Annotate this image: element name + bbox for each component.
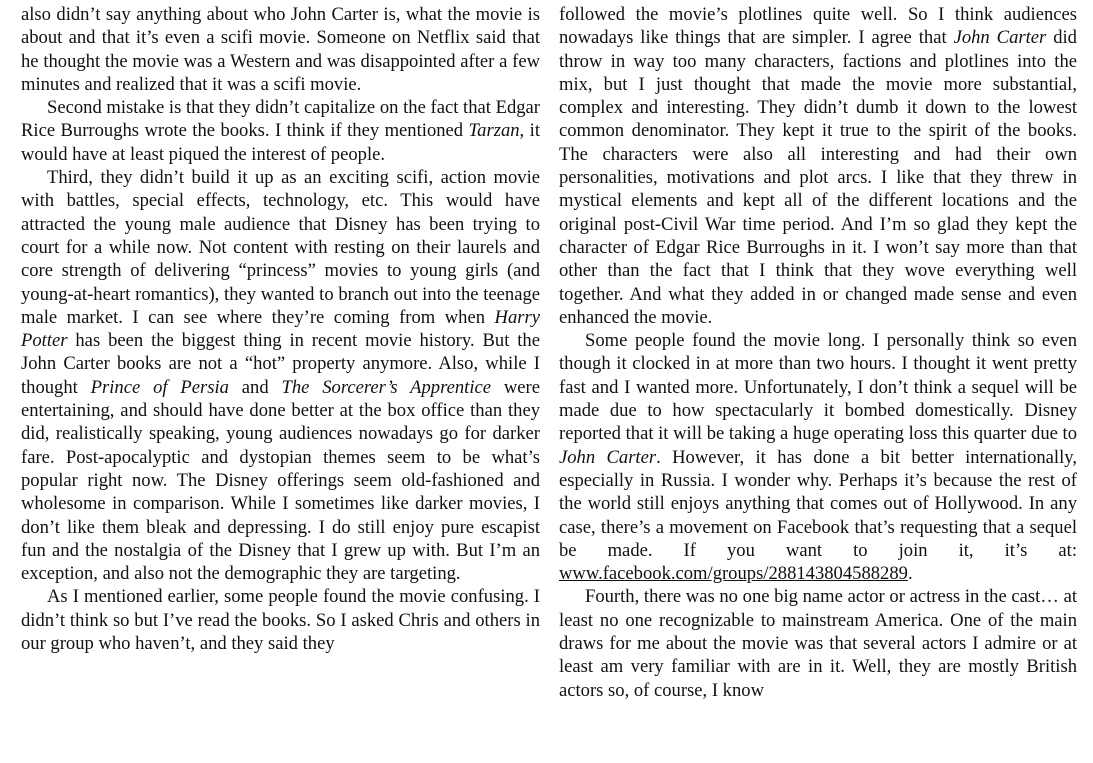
paragraph <box>559 585 1077 701</box>
paragraph-text: . However, it has done a bit better internationally, especially in Russia. I wonder why. Perhaps it’s because the rest of the world still enjoys anything that comes out of Hollywood. In any case, there’s a movement on Facebook that’s requesting that a sequel be made. If you want to join it, it’s at: <box>559 446 1077 561</box>
paragraph-text: . <box>907 563 913 585</box>
paragraph-text: also didn’t say anything about who John Carter is, what the movie is about and that it’s even a scifi movie. Someone on Netflix said that he thought the movie was a Western and was disappointed after a few minutes and realized that it was a scifi movie. <box>21 4 540 95</box>
paragraph-text: As I mentioned earlier, some people found the movie confusing. I didn’t think so but I’ve read the books. So I asked Chris and others in our group who haven’t, and they said they <box>21 586 540 655</box>
paragraph-text: Some people found the movie long. I personally think so even though it clocked in at more than two hours. I thought it went pretty fast and I wanted more. Unfortunately, I don’t think a sequel will be made due to how spectacularly it bombed domestically. Disney reported that it will be taking a huge operating loss this quarter due to <box>559 330 1077 445</box>
paragraph <box>21 166 540 585</box>
paragraph <box>21 585 540 655</box>
italic-title: Prince of Persia <box>90 376 229 398</box>
facebook-group-link[interactable]: www.facebook.com/groups/288143804588289 <box>559 563 908 585</box>
paragraph-text: and <box>228 376 282 398</box>
paragraph-text: were entertaining, and should have done better at the box office than they did, realistically speaking, young audiences nowadays go for darker fare. Post-apocalyptic and dystopian themes seem to be what’s popular right now. The Disney offerings seem old-fashioned and wholesome in comparison. While I sometimes like darker movies, I don’t like them bleak and depressing. I do still enjoy pure escapist fun and the nostalgia of the Disney that I grew up with. But I’m an exception, and also not the demographic they are targeting. <box>21 376 540 585</box>
paragraph <box>21 96 540 166</box>
italic-title: Harry Potter <box>21 306 540 352</box>
paragraph-text: followed the movie’s plotlines quite well. So I think audiences nowadays like things that are simpler. I agree that <box>559 4 1077 49</box>
paragraph-text: has been the biggest thing in recent movie history. But the John Carter books are not a “hot” property anymore. Also, while I thought <box>21 330 540 398</box>
paragraph-text: , it would have at least piqued the interest of people. <box>21 120 540 165</box>
left-column <box>21 3 540 655</box>
right-column <box>559 3 1077 702</box>
italic-title: Tarzan <box>468 120 520 142</box>
paragraph <box>21 3 540 96</box>
italic-title: John Carter <box>953 27 1047 49</box>
paragraph-text: Fourth, there was no one big name actor or actress in the cast… at least no one recognizable to mainstream America. One of the main draws for me about the movie was that several actors I admire or at least am very familiar with are in it. Well, they are mostly British actors so, of course, I know <box>559 586 1077 701</box>
italic-title: The Sorcerer’s Apprentice <box>281 376 492 398</box>
italic-title: John Carter <box>559 446 657 468</box>
paragraph-text: Second mistake is that they didn’t capitalize on the fact that Edgar Rice Burroughs wrote the books. I think if they mentioned <box>21 97 540 142</box>
paragraph-text: Third, they didn’t build it up as an exciting scifi, action movie with battles, special effects, technology, etc. This would have attracted the young male audience that Disney has been trying to court for a while now. Not content with resting on their laurels and core strength of delivering “princess” movies to young girls (and young-at-heart romantics), they wanted to branch out into the teenage male market. I can see where they’re coming from when <box>21 167 540 328</box>
paragraph <box>559 329 1077 585</box>
paragraph <box>559 3 1077 329</box>
paragraph-text: did throw in way too many characters, factions and plotlines into the mix, but I just thought that made the movie more substantial, complex and interesting. They didn’t dumb it down to the lowest common denominator. They kept it true to the spirit of the books. The characters were also all interesting and had their own personalities, motivations and plot arcs. I like that they threw in mystical elements and kept all of the different locations and the original post-Civil War time period. And I’m so glad they kept the character of Edgar Rice Burroughs in it. I won’t say more than that other than the fact that I think that they wove everything well together. And what they added in or changed made sense and even enhanced the movie. <box>559 27 1077 328</box>
